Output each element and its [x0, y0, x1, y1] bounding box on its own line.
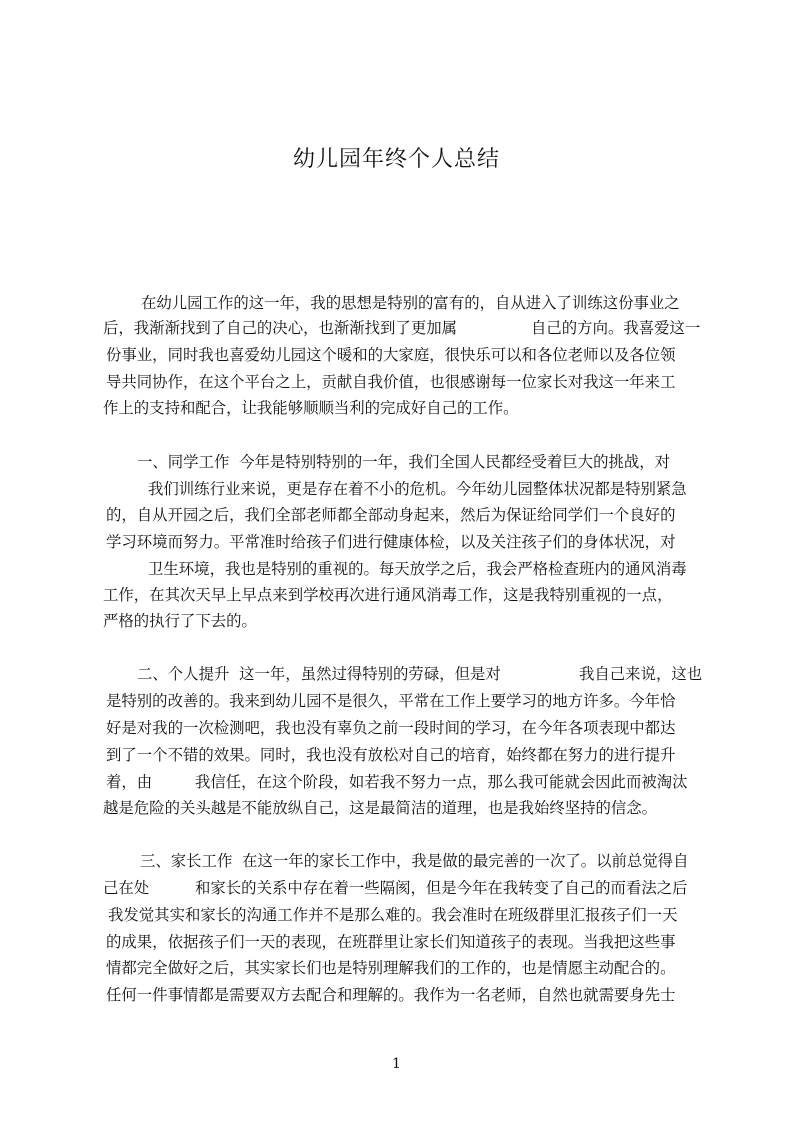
- document-title: 幼儿园年终个人总结: [292, 147, 500, 172]
- paragraph-line: 到了一个不错的效果。同时，我也没有放松对自己的培育，始终都在努力的进行提升: [106, 746, 676, 764]
- paragraph-line: 二、个人提升 这一年，虽然过得特别的劳碌，但是对: [137, 665, 501, 683]
- paragraph-line: 在幼儿园工作的这一年，我的思想是特别的富有的，自从进入了训练这份事业之: [141, 294, 680, 312]
- paragraph-line: 导共同协作，在这个平台之上，贡献自我价值，也很感谢每一位家长对我这一年来工: [106, 373, 676, 391]
- paragraph-line: 是特别的改善的。我来到幼儿园不是很久，平常在工作上要学习的地方许多。今年恰: [106, 692, 676, 710]
- paragraph-line: 作上的支持和配合，让我能够顺顺当利的完成好自己的工作。: [103, 399, 519, 417]
- paragraph-line: 一、同学工作 今年是特别特别的一年，我们全国人民都经受着巨大的挑战，对: [137, 453, 671, 471]
- paragraph-line: 三、家长工作 在这一年的家长工作中，我是做的最完善的一次了。以前总觉得自: [140, 852, 689, 870]
- paragraph-line: 任何一件事情都是需要双方去配合和理解的。我作为一名老师，自然也就需要身先士: [106, 986, 676, 1004]
- paragraph-line: 我信任，在这个阶段，如若我不努力一点，那么我可能就会因此而被淘汰: [195, 773, 688, 791]
- paragraph-line: 份事业，同时我也喜爱幼儿园这个暖和的大家庭，很快乐可以和各位老师以及各位领: [106, 346, 676, 364]
- paragraph-line: 后，我渐渐找到了自己的决心，也渐渐找到了更加属: [103, 319, 457, 337]
- paragraph-line: 的，自从开园之后，我们全部老师都全部动身起来，然后为保证给同学们一个良好的: [106, 506, 676, 524]
- paragraph-line: 工作，在其次天早上早点来到学校再次进行通风消毒工作，这是我特别重视的一点，: [103, 586, 673, 604]
- paragraph-line: 学习环境而努力。平常准时给孩子们进行健康体检，以及关注孩子们的身体状况，对: [106, 533, 676, 551]
- paragraph-line: 好是对我的一次检测吧，我也没有辜负之前一段时间的学习，在今年各项表现中都达: [106, 719, 676, 737]
- paragraph-line: 己在处: [103, 879, 150, 897]
- paragraph-line: 越是危险的关头越是不能放纵自己，这是最简洁的道理，也是我始终坚持的信念。: [103, 799, 658, 817]
- paragraph-line: 着，由: [106, 773, 153, 791]
- paragraph-line: 我发觉其实和家长的沟通工作并不是那么难的。我会准时在班级群里汇报孩子们一天: [108, 906, 678, 924]
- paragraph-line: 和家长的关系中存在着一些隔阂，但是今年在我转变了自己的而看法之后: [195, 879, 688, 897]
- paragraph-line: 情都完全做好之后，其实家长们也是特别理解我们的工作的，也是情愿主动配合的。: [106, 959, 676, 977]
- paragraph-line: 自己的方向。我喜爱这一: [531, 319, 701, 337]
- paragraph-line: 卫生环境，我也是特别的重视的。每天放学之后，我会严格检查班内的通风消毒: [148, 560, 687, 578]
- paragraph-line: 我自己来说，这也: [579, 665, 703, 683]
- paragraph-line: 严格的执行了下去的。: [103, 612, 257, 630]
- page-number: 1: [392, 1056, 401, 1072]
- paragraph-line: 的成果，依据孩子们一天的表现，在班群里让家长们知道孩子的表现。当我把这些事: [106, 933, 676, 951]
- paragraph-line: 我们训练行业来说，更是存在着不小的危机。今年幼儿园整体状况都是特别紧急: [148, 480, 687, 498]
